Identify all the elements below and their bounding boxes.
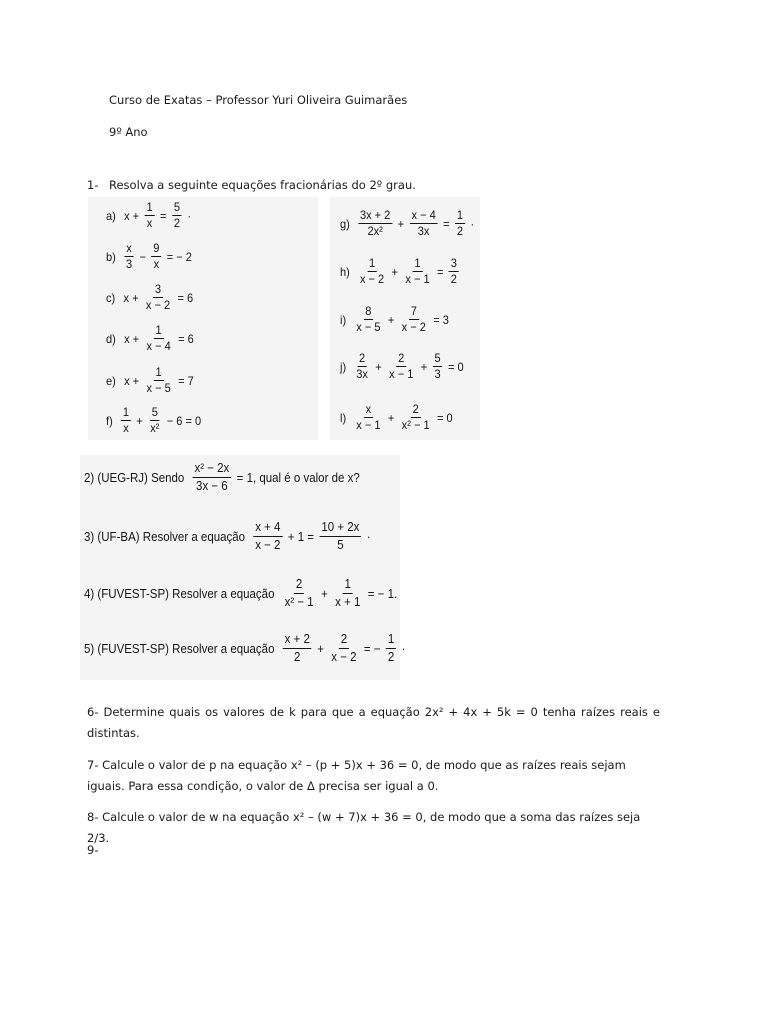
equation-label: 2) (UEG-RJ) Sendo — [84, 470, 185, 485]
fraction — [354, 352, 369, 381]
equation-label: d) — [106, 331, 116, 346]
fraction — [283, 632, 312, 665]
equation-term: x + — [124, 331, 140, 346]
fraction-numerator: 2 — [398, 351, 405, 365]
q1-prompt: Resolva a seguinte equações fracionárias do 2º grau. — [109, 178, 416, 192]
fraction-denominator: x − 4 — [146, 339, 171, 353]
fraction-numerator: 1 — [155, 365, 162, 379]
equation-b — [106, 242, 195, 271]
equation-term: x + — [124, 208, 140, 223]
course-title: Curso de Exatas – Professor Yuri Oliveira Guimarães — [109, 93, 408, 107]
equation-term: + — [136, 413, 143, 428]
equation-term: = − — [363, 641, 381, 656]
fraction-denominator: x − 2 — [359, 272, 385, 286]
equation-term: + 1 = — [287, 529, 315, 544]
fraction-numerator: 2 — [339, 632, 349, 649]
fraction-denominator: x − 2 — [401, 320, 426, 334]
equation-term: + — [391, 264, 399, 279]
fraction-denominator: x − 2 — [331, 650, 357, 664]
equation-term: + — [321, 586, 328, 601]
fraction-denominator: x − 1 — [389, 367, 414, 381]
equation-term: = − 1. — [367, 586, 398, 601]
equation-h — [340, 257, 462, 286]
fraction-denominator: 3x — [356, 367, 368, 381]
fraction — [121, 406, 131, 435]
fraction-numerator: 2 — [412, 402, 419, 416]
fraction-numerator: 1 — [414, 256, 421, 270]
question-7: 7- Calcule o valor de p na equação x² – (p + 5)x + 36 = 0, de modo que as raízes reais sejam iguais. Para essa condição, o valor de Δ precisa ser igual a 0. — [87, 758, 626, 793]
equation-term: + — [387, 410, 395, 425]
fraction — [404, 257, 432, 286]
fraction-numerator: x + 4 — [253, 520, 282, 537]
fraction-denominator: x − 1 — [356, 418, 381, 432]
fraction-denominator: x − 5 — [356, 320, 381, 334]
equation-term: + — [387, 312, 395, 327]
fraction — [144, 283, 172, 312]
equation-label: h) — [340, 264, 350, 279]
q1-number: 1- — [87, 178, 99, 192]
equation-label: f) — [106, 413, 113, 428]
fraction-numerator: 2 — [294, 577, 304, 594]
fraction — [358, 209, 392, 238]
q1-left-equations — [88, 197, 318, 440]
question-9: 9- — [87, 843, 99, 857]
fraction-denominator: x² − 1 — [401, 418, 430, 432]
fraction-denominator: x + 1 — [335, 595, 361, 609]
equation-term: + — [397, 216, 405, 231]
fraction-numerator: 1 — [456, 208, 464, 222]
fraction — [172, 201, 182, 230]
equation-term: + — [317, 641, 324, 656]
fraction-denominator: x² — [150, 421, 160, 435]
question-8: 8- Calcule o valor de w na equação x² – (w + 7)x + 36 = 0, de modo que a soma das raízes seja 2/3. — [87, 810, 641, 845]
equation-l — [340, 403, 455, 432]
equation-term: = — [443, 216, 450, 231]
fraction-denominator: x — [153, 257, 160, 271]
question-6: 6- Determine quais os valores de k para que a equação 2x² + 4x + 5k = 0 tenha raízes reais e distintas. — [87, 705, 660, 740]
fraction — [253, 520, 282, 553]
fraction-denominator: x² − 1 — [284, 595, 314, 609]
equation-term: = 6 — [178, 331, 194, 346]
fraction — [358, 257, 386, 286]
fraction-denominator: 2 — [450, 272, 457, 286]
equation-c — [106, 283, 196, 312]
fraction-denominator: 2 — [456, 224, 464, 238]
fraction-denominator: 2 — [294, 650, 301, 664]
equation-label: j) — [340, 359, 347, 374]
fraction — [400, 403, 432, 432]
fraction-numerator: 3 — [154, 282, 162, 296]
fraction — [386, 632, 396, 665]
equation-label: a) — [106, 208, 116, 223]
equation-label: 4) (FUVEST-SP) Resolver a equação — [84, 586, 275, 601]
fraction-numerator: 1 — [155, 323, 162, 337]
equation-d — [106, 324, 197, 353]
equation-label: i) — [340, 312, 347, 327]
fraction-denominator: x − 2 — [255, 538, 281, 552]
equation-g — [340, 209, 477, 238]
problem-2 — [84, 461, 363, 494]
equation-term: · — [470, 216, 475, 231]
equation-term: = 1, qual é o valor de x? — [236, 470, 360, 485]
fraction-denominator: x − 5 — [146, 381, 171, 395]
fraction — [433, 352, 443, 381]
equation-label: 5) (FUVEST-SP) Resolver a equação — [84, 641, 275, 656]
equation-f — [106, 406, 204, 435]
fraction — [329, 632, 358, 665]
equation-label: b) — [106, 249, 116, 264]
equation-term: + — [420, 359, 428, 374]
fraction — [354, 305, 382, 334]
fraction-numerator: x² − 2x — [193, 461, 232, 478]
fraction-numerator: 1 — [122, 405, 130, 419]
fraction-denominator: x − 1 — [405, 272, 430, 286]
fraction-denominator: x − 2 — [145, 298, 171, 312]
fraction — [333, 577, 362, 610]
fraction-denominator: 5 — [337, 538, 344, 552]
fraction — [145, 201, 155, 230]
equation-term: = 3 — [433, 312, 449, 327]
equation-term: = 7 — [178, 373, 194, 388]
fraction — [283, 577, 316, 610]
equation-term: · — [366, 529, 371, 544]
equation-term: − 6 = 0 — [166, 413, 202, 428]
fraction — [455, 209, 465, 238]
fraction — [124, 242, 134, 271]
grade-label: 9º Ano — [109, 125, 148, 139]
equation-label: l) — [340, 410, 347, 425]
equation-label: 3) (UF-BA) Resolver a equação — [84, 529, 246, 544]
fraction-numerator: 2 — [359, 351, 366, 365]
equation-term: x + — [124, 373, 140, 388]
equation-label: e) — [106, 373, 116, 388]
fraction-denominator: 3 — [125, 257, 133, 271]
fraction — [400, 305, 428, 334]
fraction-numerator: x + 2 — [283, 632, 312, 649]
equation-term: · — [187, 208, 192, 223]
fraction-numerator: 5 — [173, 200, 180, 214]
fraction-denominator: x — [146, 216, 153, 230]
equation-j — [340, 352, 466, 381]
equation-a — [106, 201, 194, 230]
equation-term: + — [375, 359, 382, 374]
problem-5 — [84, 632, 408, 665]
equation-term: = 0 — [436, 410, 453, 425]
equation-term: = 0 — [448, 359, 464, 374]
fraction — [145, 324, 173, 353]
fraction-denominator: 2x² — [367, 224, 383, 238]
fraction-denominator: 3 — [434, 367, 441, 381]
equation-term: = − 2 — [166, 249, 192, 264]
fraction — [320, 520, 362, 553]
fraction-numerator: 9 — [153, 241, 160, 255]
fraction-denominator: 3x − 6 — [196, 479, 228, 493]
problem-3 — [84, 520, 373, 553]
equation-term: · — [401, 641, 406, 656]
fraction — [354, 403, 382, 432]
fraction-numerator: 1 — [386, 632, 396, 649]
fraction-denominator: 2 — [387, 650, 395, 664]
problem-4 — [84, 577, 400, 610]
equation-e — [106, 366, 197, 395]
fraction-numerator: 8 — [365, 304, 372, 318]
fraction — [410, 209, 438, 238]
fraction-numerator: 3 — [450, 256, 457, 270]
fraction-numerator: x — [126, 241, 132, 255]
fraction-denominator: x — [123, 421, 129, 435]
equation-term: = 6 — [177, 290, 194, 305]
equation-i — [340, 305, 452, 334]
fraction-denominator: 2 — [173, 216, 180, 230]
fraction — [145, 366, 173, 395]
fraction-denominator: 3x — [417, 224, 430, 238]
equation-term: x + — [123, 290, 139, 305]
fraction-numerator: 5 — [151, 405, 158, 419]
fraction — [387, 352, 415, 381]
equation-label: g) — [340, 216, 350, 231]
fraction-numerator: x − 4 — [411, 208, 436, 222]
equation-term: = — [160, 208, 167, 223]
fraction-numerator: 5 — [434, 351, 441, 365]
fraction — [148, 406, 161, 435]
equation-term: − — [139, 249, 146, 264]
fraction-numerator: 3x + 2 — [359, 208, 391, 222]
equation-label: c) — [106, 290, 116, 305]
fraction — [193, 461, 232, 494]
equation-term: = — [436, 264, 444, 279]
fraction — [151, 242, 161, 271]
fraction-numerator: 1 — [368, 256, 376, 270]
fraction-numerator: 1 — [146, 200, 153, 214]
fraction-numerator: 1 — [343, 577, 353, 594]
fraction-numerator: 10 + 2x — [320, 520, 362, 537]
fraction — [449, 257, 459, 286]
fraction-numerator: x — [365, 402, 372, 416]
fraction-numerator: 7 — [410, 304, 417, 318]
